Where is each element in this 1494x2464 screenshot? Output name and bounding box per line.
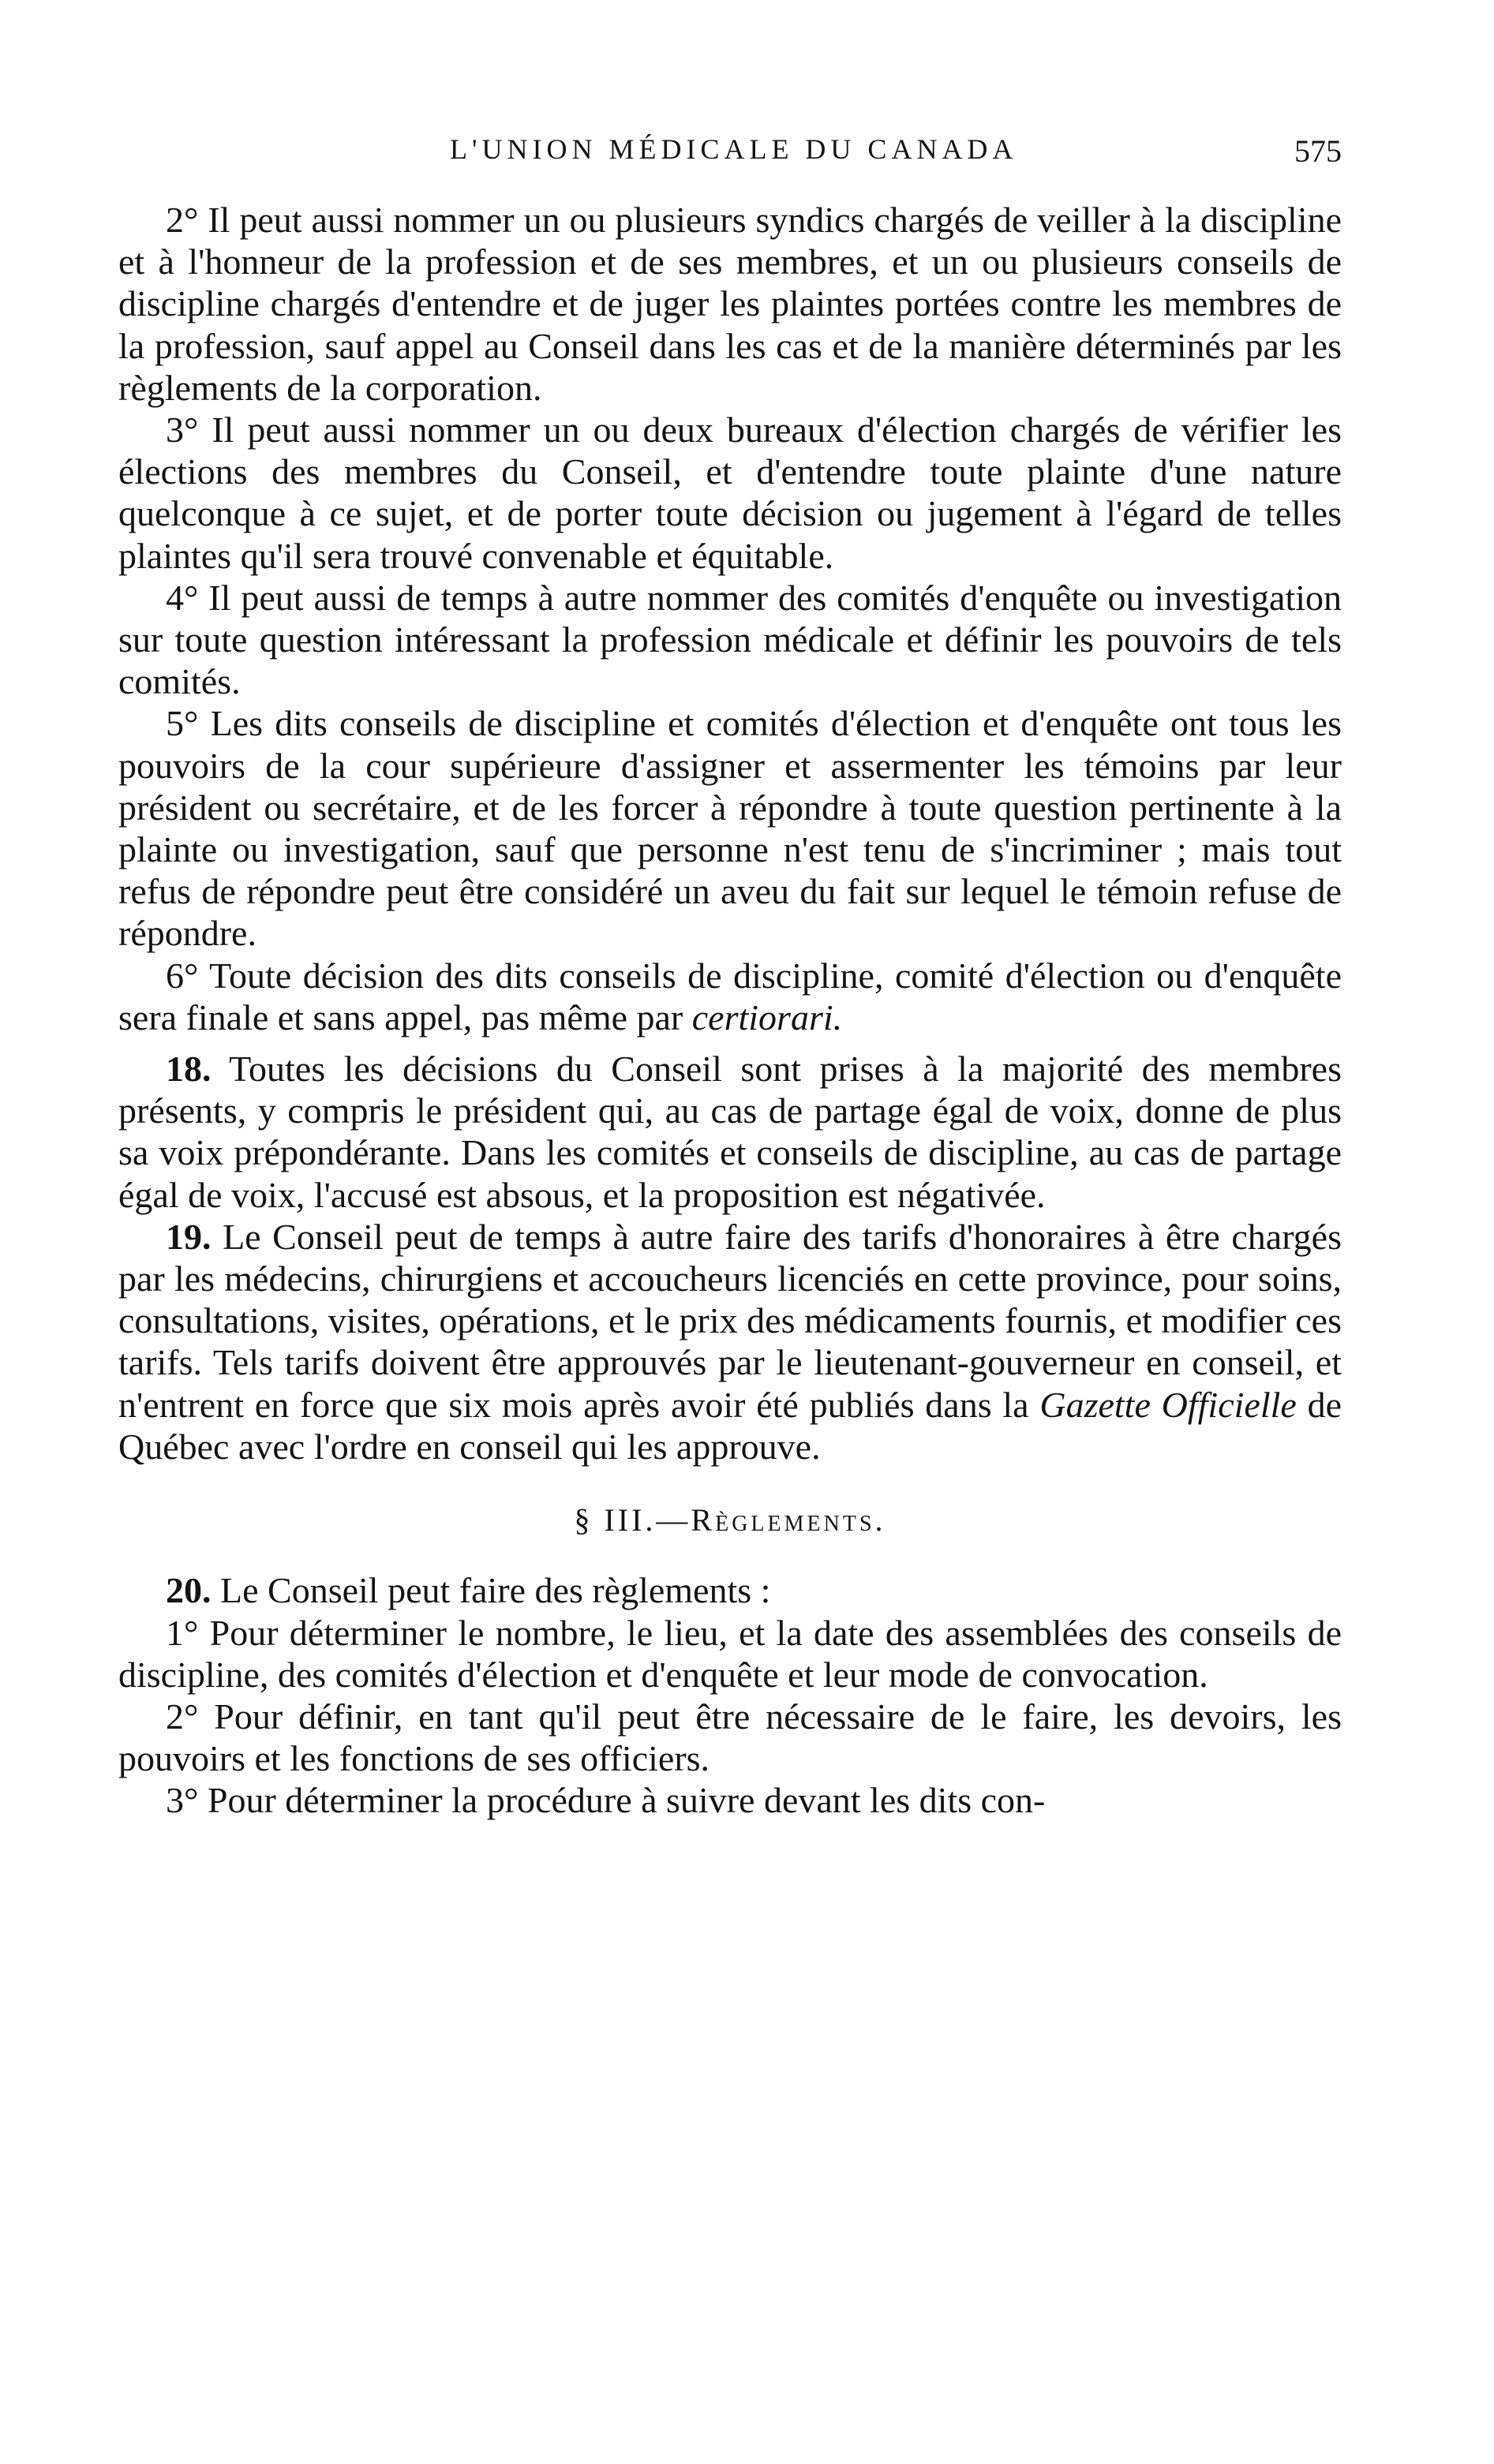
paragraph-5: 5° Les dits conseils de discipline et comités d'élection et d'enquête ont tous les pouvoirs de la cour supérieure d'assigner et assermenter les témoins par leur président ou secrétaire, et de les forcer à répondre à toute question pertinente à la plainte ou investigation, sauf que personne n'est tenu de s'incriminer ; mais tout refus de répondre peut être considéré un aveu du fait sur lequel le témoin refuse de répondre.: [118, 703, 1342, 954]
page-number: 575: [1294, 133, 1342, 169]
body-text: [118, 199, 1342, 1822]
article-20: [118, 1569, 1342, 1611]
article-19-text-2: de Québec avec l'ordre en conseil qui les approuve.: [118, 1384, 1342, 1467]
paragraph-2: 2° Il peut aussi nommer un ou plusieurs syndics chargés de veiller à la discipline et à l'honneur de la profession et de ses membres, et un ou plusieurs conseils de discipline chargés d'entendre et de juger les plaintes portées contre les membres de la profession, sauf appel au Conseil dans les cas et de la manière déterminés par les règlements de la corporation.: [118, 200, 1342, 408]
article-18-number: 18.: [166, 1049, 212, 1090]
paragraph-4: 4° Il peut aussi de temps à autre nommer des comités d'enquête ou investigation sur toute question intéressant la profession médicale et définir les pouvoirs de tels comités.: [118, 577, 1342, 702]
article-20-text: Le Conseil peut faire des règlements :: [220, 1570, 771, 1611]
article-19: [118, 1216, 1342, 1468]
rule-3: 3° Pour déterminer la procédure à suivre devant les dits con-: [166, 1780, 1046, 1821]
paragraph-6-text: 6° Toute décision des dits conseils de discipline, comité d'élection ou d'enquête sera finale et sans appel, pas même par: [118, 955, 1342, 1038]
page-header: [118, 133, 1342, 180]
paragraph-6: [118, 955, 1342, 1038]
article-19-italic: Gazette Officielle: [1039, 1384, 1297, 1425]
article-18-text: Toutes les décisions du Conseil sont prises à la majorité des membres présents, y compris le président qui, au cas de partage égal de voix, donne de plus sa voix prépondérante. Dans les comités et conseils de discipline, au cas de partage égal de voix, l'accusé est absous, et la proposition est négativée.: [118, 1049, 1342, 1215]
paragraph-6-italic: certiorari.: [691, 996, 843, 1038]
article-18: [118, 1048, 1342, 1216]
article-19-text-1: Le Conseil peut de temps à autre faire des tarifs d'honoraires à être chargés par les médecins, chirurgiens et accoucheurs licenciés en cette province, pour soins, consultations, visites, opérations, et le prix des médicaments fournis, et modifier ces tarifs. Tels tarifs doivent être approuvés par le lieutenant-gouverneur en conseil, et n'entrent en force que six mois après avoir été publiés dans la: [118, 1216, 1342, 1425]
paragraph-3: 3° Il peut aussi nommer un ou deux bureaux d'élection chargés de vérifier les élections des membres du Conseil, et d'entendre toute plainte d'une nature quelconque à ce sujet, et de porter toute décision ou jugement à l'égard de telles plaintes qu'il sera trouvé convenable et équitable.: [118, 409, 1342, 576]
rule-2: 2° Pour définir, en tant qu'il peut être nécessaire de le faire, les devoirs, les pouvoirs et les fonctions de ses officiers.: [118, 1696, 1342, 1779]
running-title: L'UNION MÉDICALE DU CANADA: [450, 133, 1018, 165]
section-heading: § III.—Règlements.: [574, 1502, 886, 1539]
article-20-number: 20.: [166, 1570, 212, 1611]
article-19-number: 19.: [166, 1216, 212, 1257]
rule-1: 1° Pour déterminer le nombre, le lieu, et la date des assemblées des conseils de discipline, des comités d'élection et d'enquête et leur mode de convocation.: [118, 1612, 1342, 1695]
